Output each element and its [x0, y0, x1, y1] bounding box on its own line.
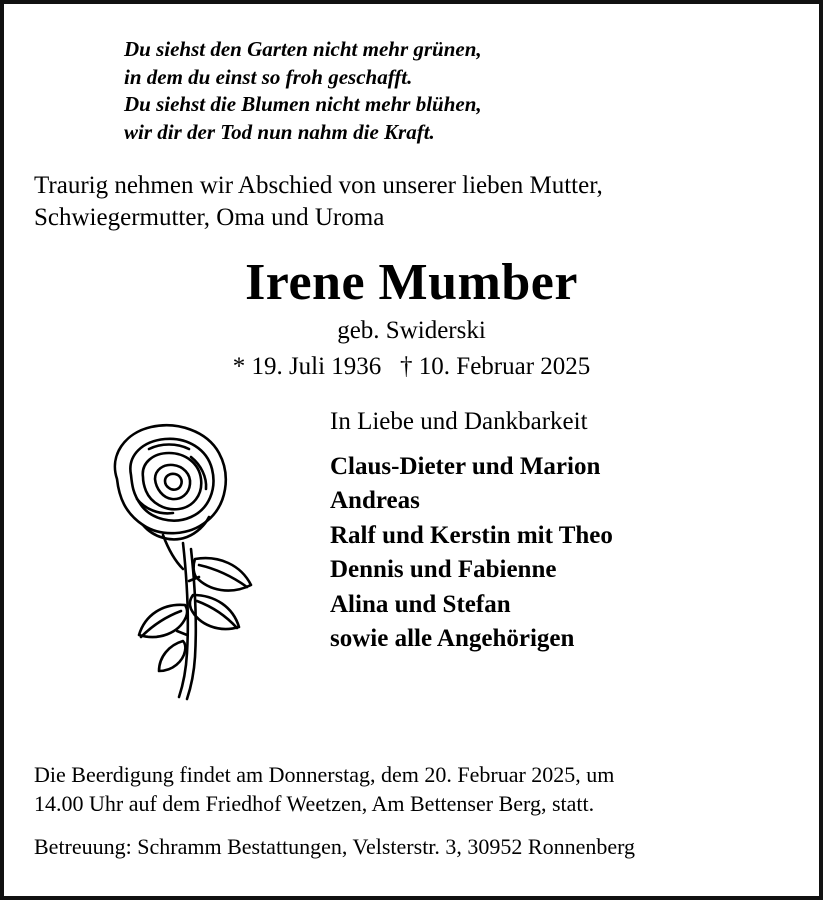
- intro-line-2: Schwiegermutter, Oma und Uroma: [34, 204, 385, 231]
- family-member: Claus-Dieter und Marion: [330, 452, 601, 480]
- poem-line-2: in dem du einst so froh geschafft.: [124, 64, 413, 89]
- poem-line-4: wir dir der Tod nun nahm die Kraft.: [124, 119, 435, 144]
- poem-line-1: Du siehst den Garten nicht mehr grünen,: [124, 37, 482, 61]
- family-member: Ralf und Kerstin mit Theo: [330, 521, 613, 549]
- rose-illustration-container: [34, 403, 324, 709]
- family-member: Dennis und Fabienne: [330, 556, 557, 584]
- funeral-line-1: Die Beerdigung findet am Donnerstag, dem 20. Februar 2025, um: [34, 761, 615, 787]
- deceased-name: Irene Mumber: [245, 254, 578, 311]
- rose-illustration-icon: [79, 409, 279, 709]
- gratitude-text: In Liebe und Dankbarkeit: [330, 407, 588, 435]
- middle-section: [34, 403, 789, 709]
- family-member: Alina und Stefan: [330, 590, 511, 618]
- deceased-maiden-name: geb. Swiderski: [337, 316, 486, 344]
- intro-line-1: Traurig nehmen wir Abschied von unserer lieben Mutter,: [34, 172, 603, 199]
- funeral-details: [34, 760, 789, 819]
- footer-section: [34, 760, 789, 861]
- family-member: Andreas: [330, 487, 420, 515]
- family-block: [324, 403, 789, 657]
- funeral-line-2: 14.00 Uhr auf dem Friedhof Weetzen, Am Bettenser Berg, statt.: [34, 790, 595, 816]
- poem-block: [34, 36, 789, 146]
- intro-text: [34, 170, 789, 234]
- funeral-home-info: Betreuung: Schramm Bestattungen, Velsterstr. 3, 30952 Ronnenberg: [34, 834, 636, 859]
- deceased-dates: * 19. Juli 1936 † 10. Februar 2025: [232, 352, 591, 380]
- poem-line-3: Du siehst die Blumen nicht mehr blühen,: [124, 92, 482, 116]
- family-member: sowie alle Angehörigen: [330, 625, 575, 653]
